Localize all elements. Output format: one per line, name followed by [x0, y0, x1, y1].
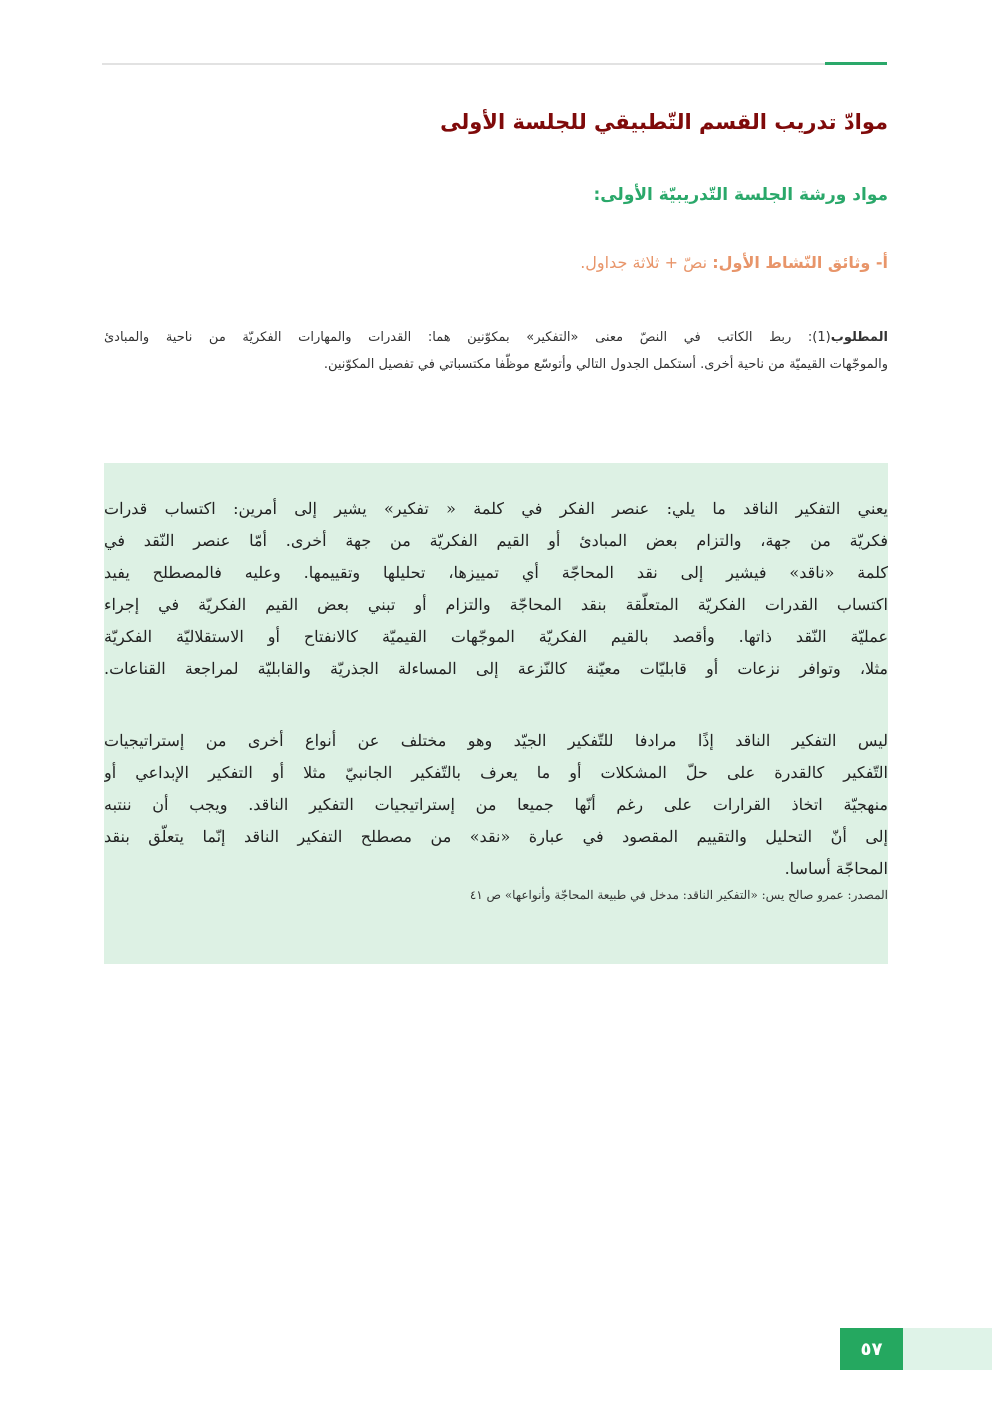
- paragraph-2: [104, 725, 888, 885]
- text-line: كلمة «ناقد» فيشير إلى نقد المحاجّة أي تمييزها، تحليلها وتقييمها. وعليه فالمصطلح يفيد: [104, 563, 888, 582]
- text-line: اكتساب القدرات الفكريّة المتعلّقة بنقد المحاجّة والتزام أو تبني بعض القيم الفكريّة في إجراء: [104, 595, 888, 614]
- requirement-label: المطلوب: [830, 330, 888, 345]
- text-box: [104, 463, 888, 964]
- text-line: منهجيّة اتخاذ القرارات على رغم أنّها جميعا من إستراتيجيات التفكير الناقد. ويجب أن ننتبه: [104, 795, 888, 814]
- source-citation: المصدر: عمرو صالح يس: «التفكير الناقد: مدخل في طبيعة المحاجّة وأنواعها» ص ٤١: [469, 888, 888, 902]
- activity-label: أ- وثائق النّشاط الأول:: [712, 253, 888, 272]
- top-rule-accent: [825, 62, 887, 65]
- text-line: المحاجّة أساسا.: [784, 859, 888, 878]
- text-line: عمليّة النّقد ذاتها. وأقصد بالقيم الفكريّة الموجّهات القيميّة كالانفتاح أو الاستقلاليّة الفكريّة: [104, 627, 888, 646]
- page-number-strip: [903, 1328, 992, 1370]
- text-line: يعني التفكير الناقد ما يلي: عنصر الفكر في كلمة « تفكير» يشير إلى أمرين: اكتساب قدرات: [104, 499, 888, 518]
- text-line: فكريّة من جهة، والتزام بعض المبادئ أو القيم الفكريّة من جهة أخرى. أمّا عنصر النّقد في: [104, 531, 888, 550]
- text-line: التّفكير كالقدرة على حلّ المشكلات أو ما يعرف بالتّفكير الجانبيّ مثلا أو التفكير الإبداعي أو: [104, 763, 888, 782]
- page-number: ٥٧: [840, 1328, 903, 1370]
- requirement: [104, 324, 888, 378]
- text-line: إلى أنّ التحليل والتقييم المقصود في عبارة «نقد» من مصطلح التفكير الناقد إنّما يتعلّق بنقد: [104, 827, 888, 846]
- text-line: ليس التفكير الناقد إذًا مرادفا للتّفكير الجيّد وهو مختلف عن أنواع أخرى من إستراتيجيات: [104, 731, 888, 750]
- text-line: مثلا، وتوافر نزعات أو قابليّات معيّنة كالنّزعة إلى المساءلة الجذريّة والقابليّة لمراجعة القناعات.: [104, 659, 888, 678]
- paragraph-1: [104, 493, 888, 685]
- requirement-line: المطلوب(1): ربط الكاتب في النصّ معنى «التفكير» بمكوّنين هما: القدرات والمهارات الفكريّة من ناحية والمبادئ: [104, 330, 888, 345]
- page-title: موادّ تدريب القسم التّطبيقي للجلسة الأولى: [440, 110, 888, 134]
- activity-text: نصّ + ثلاثة جداول.: [580, 253, 713, 272]
- top-rule: [102, 63, 887, 65]
- requirement-line: والموجّهات القيميّة من ناحية أخرى. أستكمل الجدول التالي وأتوسّع موظّفا مكتسباتي في تفصيل المكوّنين.: [323, 357, 888, 372]
- activity-heading: [580, 253, 888, 272]
- section-subtitle: مواد ورشة الجلسة التّدريبيّة الأولى:: [593, 185, 888, 205]
